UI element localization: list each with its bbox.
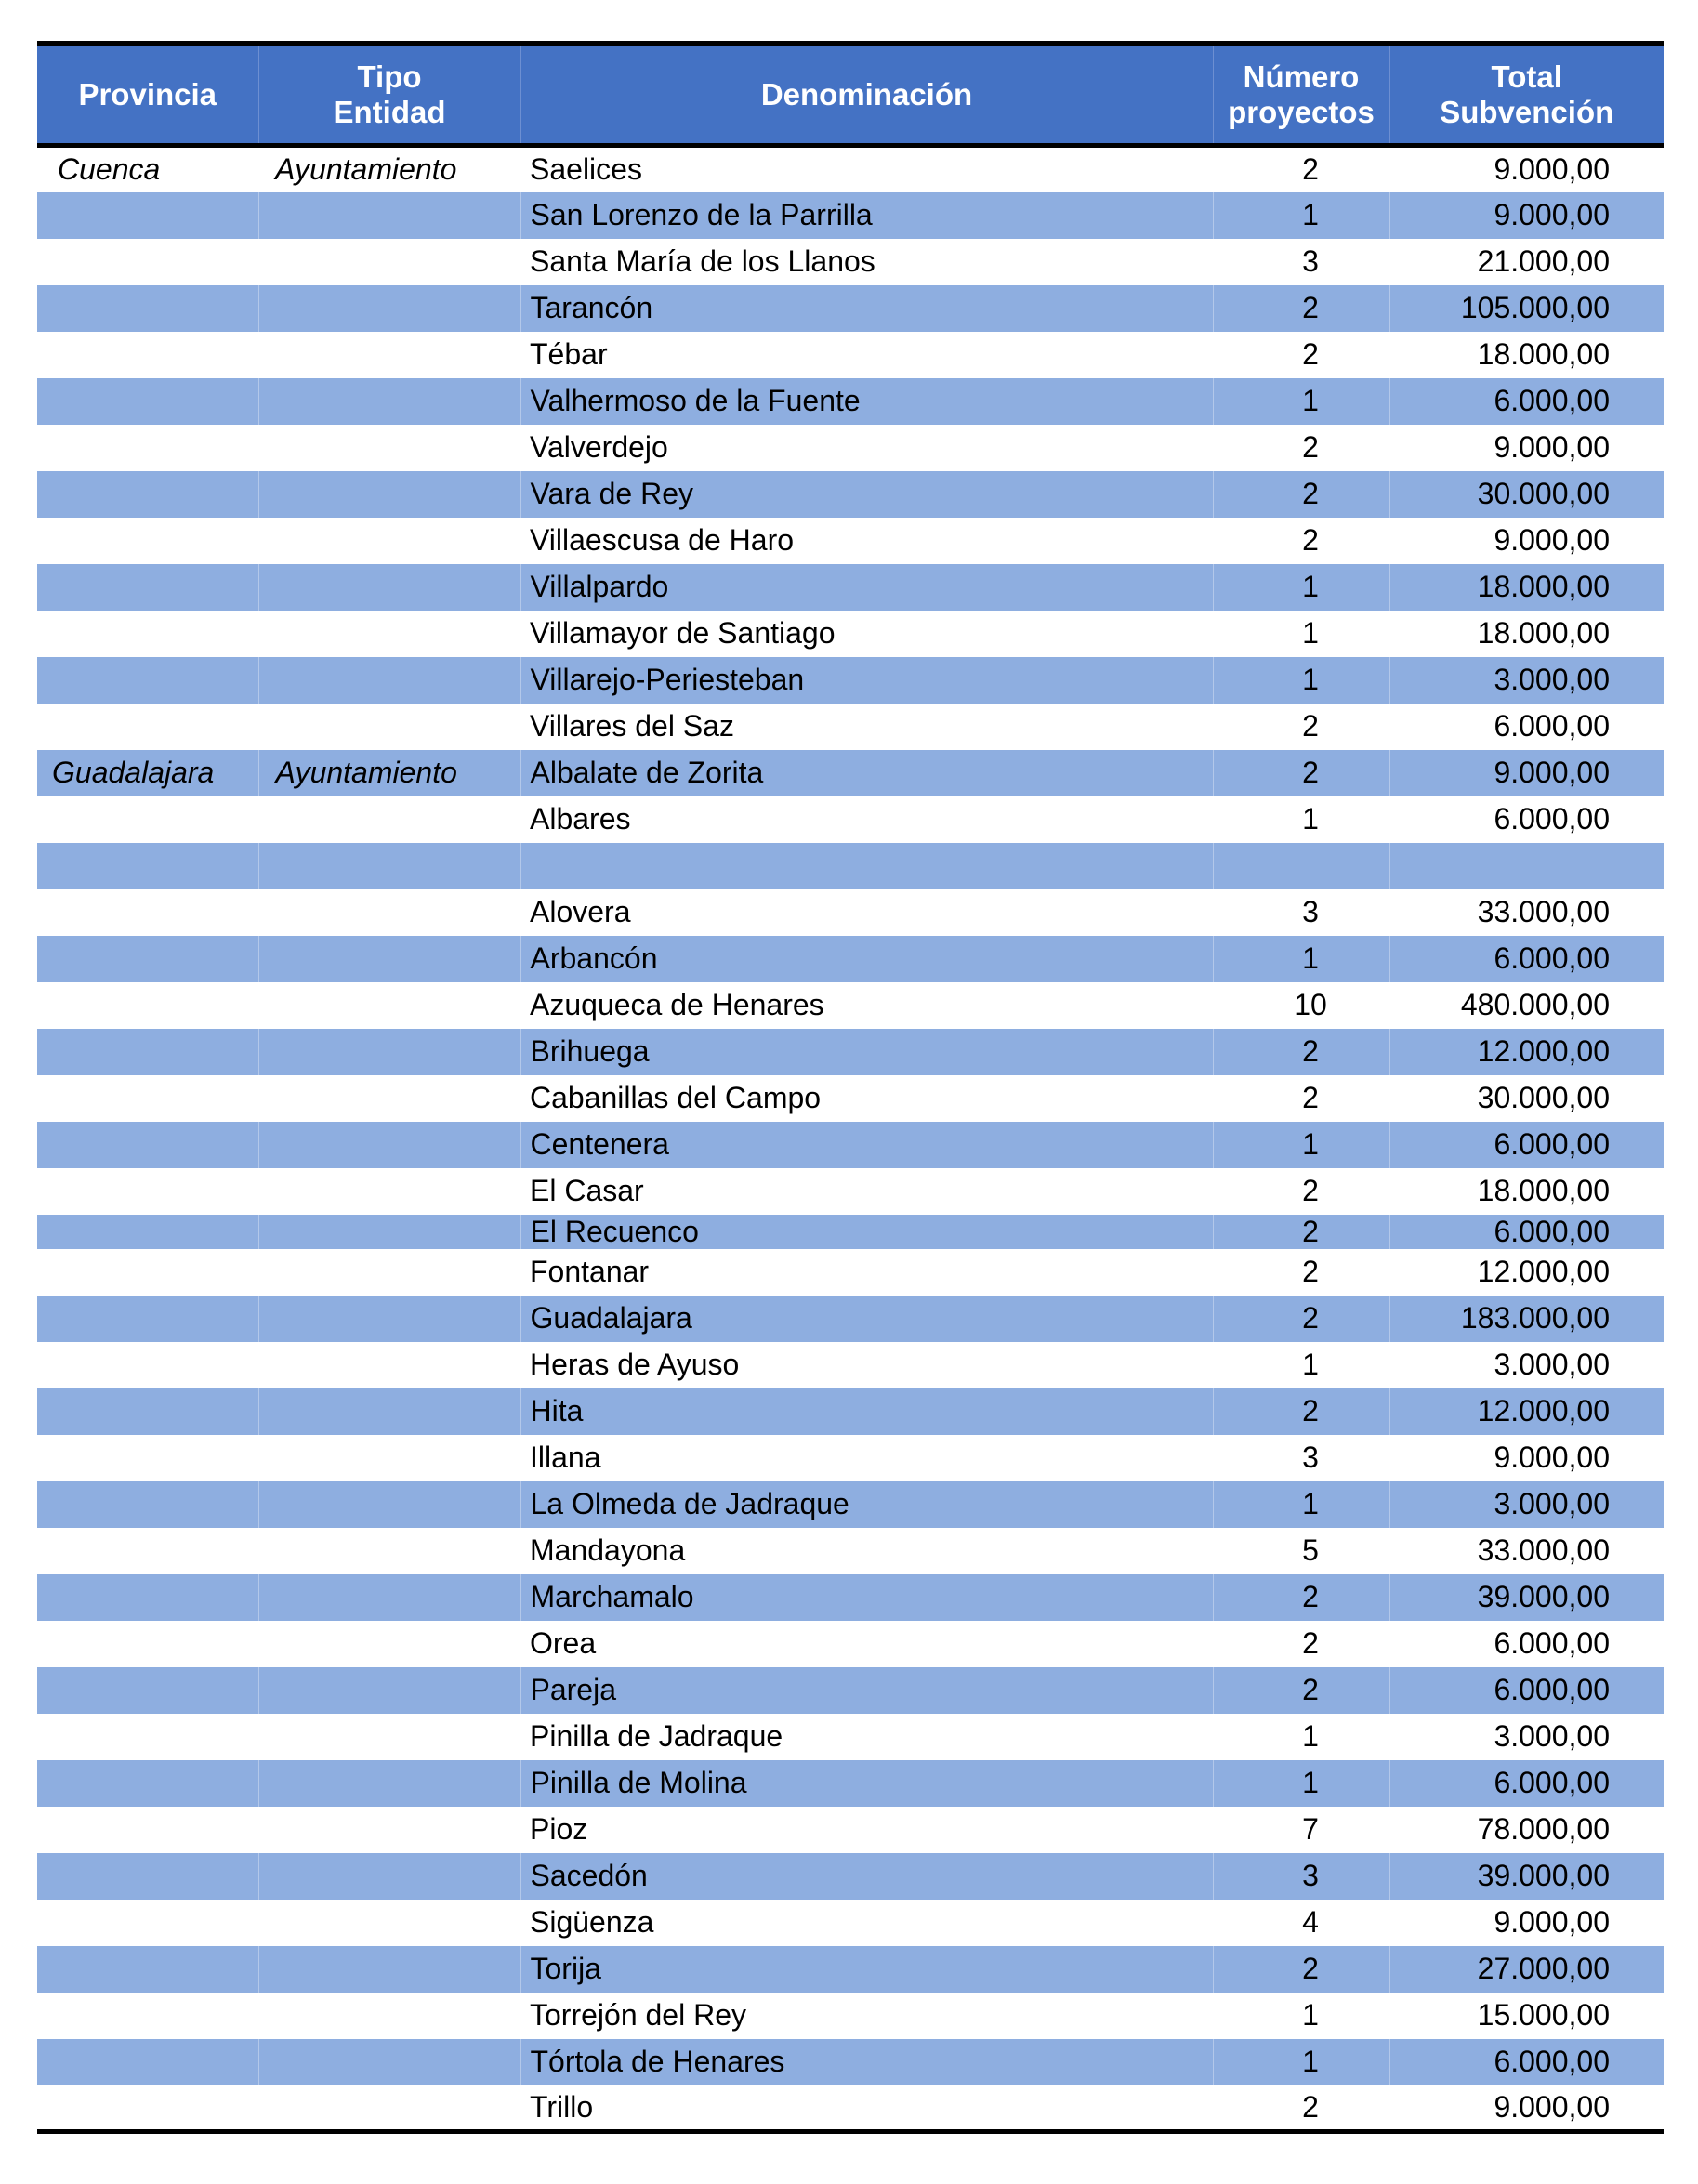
- proyectos-cell: 1: [1213, 936, 1389, 982]
- proyectos-cell: 1: [1213, 378, 1389, 425]
- table-row: [37, 1075, 1664, 1122]
- tipo-entidad-cell: [258, 1946, 520, 1993]
- tipo-entidad-cell: [258, 1342, 520, 1388]
- tipo-entidad-cell: [258, 239, 520, 285]
- table-row: [37, 564, 1664, 611]
- table-row: [37, 239, 1664, 285]
- total-cell: 9.000,00: [1389, 750, 1664, 796]
- provincia-cell: [37, 285, 258, 332]
- total-cell: 6.000,00: [1389, 936, 1664, 982]
- provincia-cell: [37, 1946, 258, 1993]
- total-cell: 105.000,00: [1389, 285, 1664, 332]
- total-cell: 27.000,00: [1389, 1946, 1664, 1993]
- tipo-entidad-cell: [258, 1168, 520, 1215]
- total-cell: 12.000,00: [1477, 1255, 1610, 1288]
- table-row: [37, 1900, 1664, 1946]
- header-total-subvencion: [1389, 44, 1664, 146]
- proyectos-cell: 5: [1302, 1533, 1319, 1567]
- denominacion-cell: Trillo: [520, 2085, 1213, 2132]
- tipo-entidad-cell: [258, 611, 520, 657]
- table-row: [37, 1342, 1664, 1388]
- provincia-cell: [37, 518, 258, 564]
- denominacion-cell: Torrejón del Rey: [530, 1998, 746, 2032]
- denominacion-cell: Saelices: [530, 152, 642, 187]
- provincia-cell: [37, 1029, 258, 1075]
- tipo-entidad-cell: [258, 1667, 520, 1714]
- denominacion-cell: Tórtola de Henares: [520, 2039, 1213, 2085]
- header-denominacion: Denominación: [520, 44, 1213, 146]
- provincia-cell: [37, 1993, 258, 2039]
- tipo-entidad-cell: [258, 1029, 520, 1075]
- denominacion-cell: Albalate de Zorita: [520, 750, 1213, 796]
- tipo-entidad-cell: [258, 889, 520, 936]
- total-cell: 3.000,00: [1389, 657, 1664, 704]
- tipo-entidad-cell: [258, 1574, 520, 1621]
- denominacion-cell: El Recuenco: [520, 1215, 1213, 1249]
- tipo-entidad-cell: Ayuntamiento: [258, 750, 520, 796]
- provincia-cell: [37, 1900, 258, 1946]
- provincia-cell: [37, 1621, 258, 1667]
- table-row: [37, 843, 1664, 889]
- total-cell: 9.000,00: [1494, 1441, 1610, 1474]
- total-cell: 18.000,00: [1477, 616, 1610, 650]
- provincia-cell: [37, 1168, 258, 1215]
- provincia-cell: [37, 796, 258, 843]
- tipo-entidad-cell: [258, 1853, 520, 1900]
- proyectos-cell: 2: [1302, 1255, 1319, 1288]
- header-provincia: Provincia: [37, 44, 258, 146]
- tipo-entidad-cell: [258, 518, 520, 564]
- proyectos-cell: 1: [1302, 802, 1319, 835]
- denominacion-cell: Marchamalo: [520, 1574, 1213, 1621]
- proyectos-cell: 2: [1302, 430, 1319, 464]
- table-row: [37, 2085, 1664, 2132]
- proyectos-cell: 10: [1294, 988, 1327, 1021]
- proyectos-cell: 4: [1302, 1905, 1319, 1939]
- provincia-cell: [37, 1342, 258, 1388]
- proyectos-cell: 1: [1213, 1760, 1389, 1807]
- denominacion-cell: Pinilla de Jadraque: [530, 1719, 783, 1753]
- tipo-entidad-cell: [258, 1249, 520, 1296]
- denominacion-cell: Torija: [520, 1946, 1213, 1993]
- header-total-line1: Total: [1491, 59, 1562, 94]
- denominacion-cell: San Lorenzo de la Parrilla: [520, 192, 1213, 239]
- proyectos-cell: 2: [1213, 1574, 1389, 1621]
- proyectos-cell: 1: [1213, 564, 1389, 611]
- provincia-cell: [37, 378, 258, 425]
- tipo-entidad-cell: [258, 192, 520, 239]
- provincia-cell: [37, 1667, 258, 1714]
- provincia-cell: [37, 564, 258, 611]
- table-row: [37, 378, 1664, 425]
- total-cell: 183.000,00: [1389, 1296, 1664, 1342]
- header-numero-proyectos: [1213, 44, 1389, 146]
- total-cell: 18.000,00: [1389, 564, 1664, 611]
- total-cell: 39.000,00: [1389, 1574, 1664, 1621]
- proyectos-cell: [1213, 843, 1389, 889]
- proyectos-cell: 1: [1302, 1348, 1319, 1381]
- total-cell: 3.000,00: [1494, 1719, 1610, 1753]
- table-body: [37, 146, 1664, 2132]
- denominacion-cell: Villaescusa de Haro: [530, 523, 795, 557]
- provincia-cell: [37, 982, 258, 1029]
- proyectos-cell: 3: [1302, 244, 1319, 278]
- denominacion-cell: Tébar: [530, 337, 608, 371]
- denominacion-cell: Alovera: [530, 895, 631, 928]
- provincia-cell: [37, 1249, 258, 1296]
- provincia-cell: Guadalajara: [52, 756, 215, 789]
- total-cell: 6.000,00: [1494, 802, 1610, 835]
- tipo-entidad-cell: [258, 1714, 520, 1760]
- denominacion-cell: Valhermoso de la Fuente: [520, 378, 1213, 425]
- proyectos-cell: 2: [1213, 1388, 1389, 1435]
- tipo-entidad-cell: [258, 332, 520, 378]
- proyectos-cell: 2: [1213, 1296, 1389, 1342]
- proyectos-cell: 1: [1213, 2039, 1389, 2085]
- denominacion-cell: Pareja: [520, 1667, 1213, 1714]
- denominacion-cell: Pioz: [530, 1812, 588, 1846]
- total-cell: 39.000,00: [1389, 1853, 1664, 1900]
- subsidy-table: [37, 41, 1664, 2134]
- table-row: [37, 796, 1664, 843]
- total-cell: 33.000,00: [1477, 895, 1610, 928]
- table-row: [37, 1249, 1664, 1296]
- provincia-cell: [37, 704, 258, 750]
- table-row: [37, 1388, 1664, 1435]
- total-cell: 6.000,00: [1389, 1667, 1664, 1714]
- denominacion-cell: Orea: [530, 1626, 597, 1660]
- tipo-entidad-cell: [258, 1900, 520, 1946]
- tipo-entidad-cell: [258, 378, 520, 425]
- tipo-entidad-cell: [258, 1528, 520, 1574]
- proyectos-cell: 1: [1213, 657, 1389, 704]
- proyectos-cell: 1: [1302, 1998, 1319, 2032]
- provincia-cell: [37, 1574, 258, 1621]
- denominacion-cell: [520, 843, 1213, 889]
- tipo-entidad-cell: [258, 657, 520, 704]
- table-row: [37, 1574, 1664, 1621]
- provincia-cell: [37, 1388, 258, 1435]
- tipo-entidad-cell: [258, 1807, 520, 1853]
- table-row: [37, 1667, 1664, 1714]
- table-row: [37, 425, 1664, 471]
- provincia-cell: [37, 2039, 258, 2085]
- provincia-cell: [37, 1122, 258, 1168]
- tipo-entidad-cell: [258, 1621, 520, 1667]
- total-cell: 6.000,00: [1389, 378, 1664, 425]
- tipo-entidad-cell: [258, 1993, 520, 2039]
- denominacion-cell: Hita: [520, 1388, 1213, 1435]
- provincia-cell: [37, 1215, 258, 1249]
- provincia-cell: [37, 1760, 258, 1807]
- proyectos-cell: 1: [1213, 1122, 1389, 1168]
- provincia-cell: [37, 1528, 258, 1574]
- header-numero-line2: proyectos: [1228, 94, 1375, 129]
- proyectos-cell: 3: [1302, 895, 1319, 928]
- provincia-cell: [37, 192, 258, 239]
- provincia-cell: [37, 1075, 258, 1122]
- proyectos-cell: 2: [1213, 1946, 1389, 1993]
- total-cell: 6.000,00: [1389, 1760, 1664, 1807]
- table-row: [37, 1435, 1664, 1481]
- tipo-entidad-cell: [258, 1435, 520, 1481]
- tipo-entidad-cell: [258, 2039, 520, 2085]
- total-cell: 18.000,00: [1477, 1174, 1610, 1207]
- table-row: [37, 982, 1664, 1029]
- table-row: [37, 889, 1664, 936]
- proyectos-cell: 2: [1213, 1667, 1389, 1714]
- table-row: [37, 1481, 1664, 1528]
- total-cell: 6.000,00: [1494, 709, 1610, 743]
- total-cell: 3.000,00: [1389, 1481, 1664, 1528]
- denominacion-cell: Vara de Rey: [520, 471, 1213, 518]
- table-row: [37, 192, 1664, 239]
- table-row: [37, 285, 1664, 332]
- table-row: [37, 146, 1664, 192]
- tipo-entidad-cell: [258, 704, 520, 750]
- proyectos-cell: 2: [1213, 471, 1389, 518]
- table-row: [37, 1029, 1664, 1075]
- header-total-line2: Subvención: [1440, 94, 1614, 129]
- header-tipo-line1: Tipo: [357, 59, 422, 94]
- table-row: [37, 1296, 1664, 1342]
- table-row: [37, 611, 1664, 657]
- denominacion-cell: Cabanillas del Campo: [530, 1081, 822, 1114]
- total-cell: 6.000,00: [1389, 2039, 1664, 2085]
- table-row: [37, 1122, 1664, 1168]
- total-cell: 12.000,00: [1389, 1388, 1664, 1435]
- denominacion-cell: Sigüenza: [530, 1905, 654, 1939]
- total-cell: 9.000,00: [1494, 152, 1610, 187]
- proyectos-cell: 7: [1302, 1812, 1319, 1846]
- tipo-entidad-cell: [258, 564, 520, 611]
- table-row: [37, 704, 1664, 750]
- proyectos-cell: 2: [1213, 285, 1389, 332]
- header-row: [37, 44, 1664, 146]
- total-cell: 9.000,00: [1389, 192, 1664, 239]
- table-row: [37, 1621, 1664, 1667]
- provincia-cell: [37, 1714, 258, 1760]
- total-cell: 480.000,00: [1460, 988, 1610, 1021]
- total-cell: 3.000,00: [1494, 1348, 1610, 1381]
- total-cell: 6.000,00: [1389, 1215, 1664, 1249]
- table-row: [37, 332, 1664, 378]
- denominacion-cell: Villamayor de Santiago: [530, 616, 836, 650]
- header-tipo-line2: Entidad: [333, 94, 446, 129]
- proyectos-cell: 2: [1213, 1215, 1389, 1249]
- denominacion-cell: Villarejo-Periesteban: [520, 657, 1213, 704]
- provincia-cell: [37, 1435, 258, 1481]
- total-cell: 9.000,00: [1494, 430, 1610, 464]
- denominacion-cell: Villares del Saz: [530, 709, 734, 743]
- denominacion-cell: Brihuega: [520, 1029, 1213, 1075]
- tipo-entidad-cell: [258, 843, 520, 889]
- header-numero-line1: Número: [1243, 59, 1360, 94]
- total-cell: 78.000,00: [1477, 1812, 1610, 1846]
- provincia-cell: [37, 425, 258, 471]
- total-cell: 9.000,00: [1494, 1905, 1610, 1939]
- tipo-entidad-cell: [258, 285, 520, 332]
- total-cell: 15.000,00: [1477, 1998, 1610, 2032]
- header-tipo-entidad: [258, 44, 520, 146]
- proyectos-cell: 1: [1302, 616, 1319, 650]
- table-row: [37, 750, 1664, 796]
- table-row: [37, 657, 1664, 704]
- provincia-cell: [37, 1296, 258, 1342]
- proyectos-cell: 2: [1302, 1174, 1319, 1207]
- denominacion-cell: Fontanar: [530, 1255, 650, 1288]
- total-cell: 33.000,00: [1477, 1533, 1610, 1567]
- table-row: [37, 1946, 1664, 1993]
- provincia-cell: [37, 1853, 258, 1900]
- denominacion-cell: Azuqueca de Henares: [530, 988, 824, 1021]
- tipo-entidad-cell: [258, 1215, 520, 1249]
- table-row: [37, 471, 1664, 518]
- proyectos-cell: 2: [1302, 1626, 1319, 1660]
- denominacion-cell: Villalpardo: [520, 564, 1213, 611]
- tipo-entidad-cell: [258, 1388, 520, 1435]
- table-row: [37, 1760, 1664, 1807]
- tipo-entidad-cell: [258, 1760, 520, 1807]
- table-row: [37, 518, 1664, 564]
- denominacion-cell: Guadalajara: [520, 1296, 1213, 1342]
- proyectos-cell: 1: [1302, 1719, 1319, 1753]
- tipo-entidad-cell: [258, 2085, 520, 2132]
- denominacion-cell: Centenera: [520, 1122, 1213, 1168]
- denominacion-cell: Mandayona: [530, 1533, 686, 1567]
- provincia-cell: [37, 657, 258, 704]
- tipo-entidad-cell: [258, 936, 520, 982]
- proyectos-cell: 2: [1213, 750, 1389, 796]
- table-row: [37, 1714, 1664, 1760]
- tipo-entidad-cell: Ayuntamiento: [275, 152, 457, 187]
- provincia-cell: [37, 889, 258, 936]
- denominacion-cell: Sacedón: [520, 1853, 1213, 1900]
- denominacion-cell: El Casar: [530, 1174, 644, 1207]
- proyectos-cell: 2: [1302, 523, 1319, 557]
- total-cell: 30.000,00: [1389, 471, 1664, 518]
- denominacion-cell: Santa María de los Llanos: [530, 244, 875, 278]
- proyectos-cell: 2: [1302, 337, 1319, 371]
- tipo-entidad-cell: [258, 1075, 520, 1122]
- proyectos-cell: 2: [1213, 2085, 1389, 2132]
- provincia-cell: [37, 1807, 258, 1853]
- provincia-cell: [37, 843, 258, 889]
- proyectos-cell: 1: [1213, 1481, 1389, 1528]
- provincia-cell: [37, 471, 258, 518]
- denominacion-cell: Tarancón: [520, 285, 1213, 332]
- table-row: [37, 1993, 1664, 2039]
- table-row: [37, 1528, 1664, 1574]
- table-row: [37, 936, 1664, 982]
- proyectos-cell: 2: [1302, 152, 1319, 187]
- proyectos-cell: 2: [1302, 709, 1319, 743]
- denominacion-cell: Illana: [530, 1441, 601, 1474]
- total-cell: 9.000,00: [1389, 2085, 1664, 2132]
- total-cell: [1389, 843, 1664, 889]
- provincia-cell: [37, 332, 258, 378]
- table-row: [37, 2039, 1664, 2085]
- total-cell: 30.000,00: [1477, 1081, 1610, 1114]
- total-cell: 6.000,00: [1389, 1122, 1664, 1168]
- total-cell: 12.000,00: [1389, 1029, 1664, 1075]
- total-cell: 18.000,00: [1477, 337, 1610, 371]
- proyectos-cell: 3: [1302, 1441, 1319, 1474]
- total-cell: 21.000,00: [1477, 244, 1610, 278]
- denominacion-cell: Arbancón: [520, 936, 1213, 982]
- denominacion-cell: Albares: [530, 802, 631, 835]
- provincia-cell: [37, 936, 258, 982]
- denominacion-cell: La Olmeda de Jadraque: [520, 1481, 1213, 1528]
- provincia-cell: [37, 239, 258, 285]
- proyectos-cell: 3: [1213, 1853, 1389, 1900]
- provincia-cell: Cuenca: [58, 152, 161, 187]
- total-cell: 9.000,00: [1494, 523, 1610, 557]
- tipo-entidad-cell: [258, 1296, 520, 1342]
- table-row: [37, 1215, 1664, 1249]
- proyectos-cell: 2: [1302, 1081, 1319, 1114]
- denominacion-cell: Valverdejo: [530, 430, 668, 464]
- tipo-entidad-cell: [258, 796, 520, 843]
- tipo-entidad-cell: [258, 982, 520, 1029]
- tipo-entidad-cell: [258, 471, 520, 518]
- total-cell: 6.000,00: [1494, 1626, 1610, 1660]
- denominacion-cell: Pinilla de Molina: [520, 1760, 1213, 1807]
- tipo-entidad-cell: [258, 1122, 520, 1168]
- tipo-entidad-cell: [258, 1481, 520, 1528]
- table-row: [37, 1807, 1664, 1853]
- provincia-cell: [37, 611, 258, 657]
- proyectos-cell: 1: [1213, 192, 1389, 239]
- provincia-cell: [37, 2085, 258, 2132]
- denominacion-cell: Heras de Ayuso: [530, 1348, 740, 1381]
- provincia-cell: [37, 1481, 258, 1528]
- table-row: [37, 1853, 1664, 1900]
- tipo-entidad-cell: [258, 425, 520, 471]
- proyectos-cell: 2: [1213, 1029, 1389, 1075]
- table-row: [37, 1168, 1664, 1215]
